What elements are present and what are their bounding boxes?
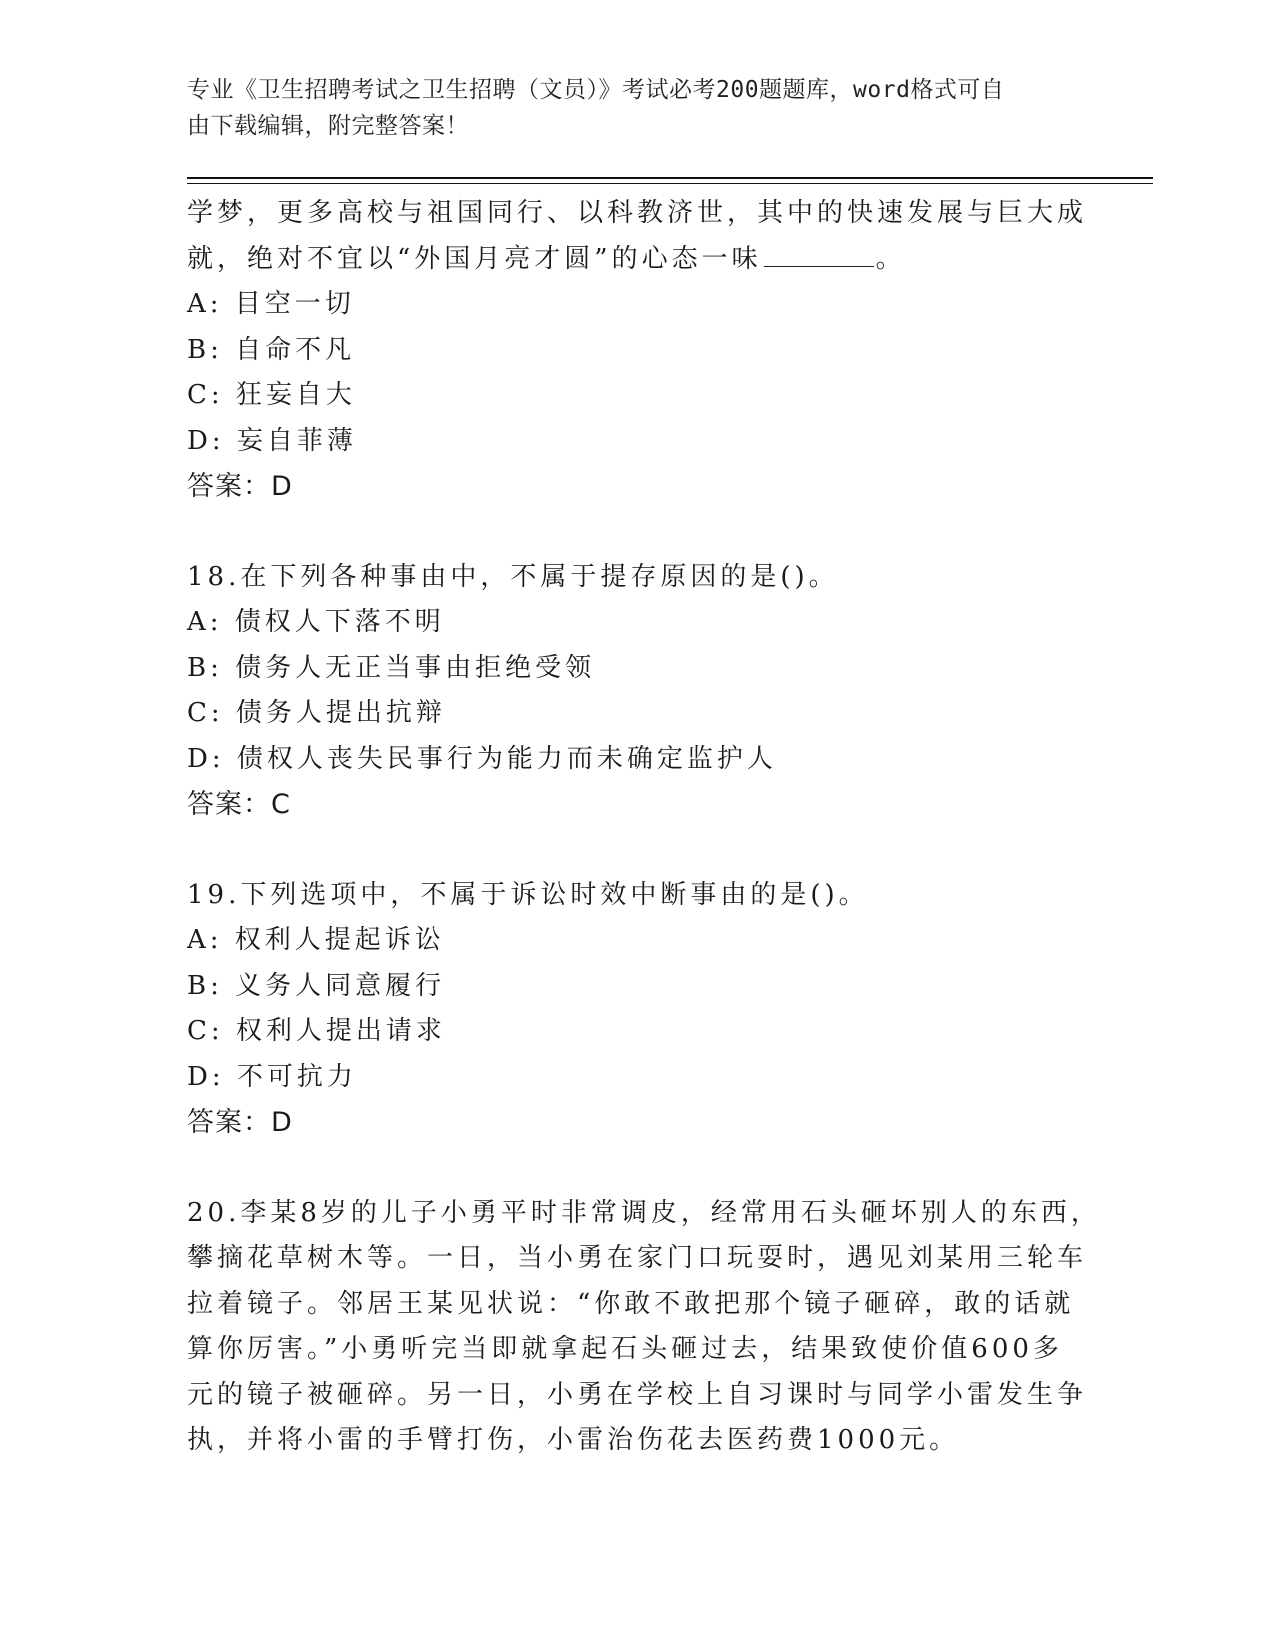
question-stem-line: 攀摘花草树木等。一日，当小勇在家门口玩耍时，遇见刘某用三轮车 bbox=[187, 1243, 1088, 1273]
question-stem-line: 20.李某8岁的儿子小勇平时非常调皮，经常用石头砸坏别人的东西， bbox=[187, 1197, 1101, 1228]
question-20 bbox=[187, 1191, 1101, 1464]
option-c: C: 权利人提出请求 bbox=[187, 1016, 446, 1046]
document-header bbox=[187, 72, 1067, 144]
stem-text: 。 bbox=[875, 243, 906, 274]
header-divider-thick bbox=[187, 177, 1153, 179]
question-17 bbox=[187, 191, 1088, 510]
spacer bbox=[187, 510, 1067, 555]
question-stem-line: 学梦，更多高校与祖国同行、以科教济世，其中的快速发展与巨大成 bbox=[187, 198, 1088, 228]
header-divider-thin bbox=[187, 183, 1153, 184]
header-line-1: 专业《卫生招聘考试之卫生招聘（文员）》考试必考200题题库，word格式可自 bbox=[187, 77, 1005, 103]
stem-text: 就，绝对不宜以“外国月亮才圆”的心态一味 bbox=[187, 243, 762, 274]
answer-label: 答案：C bbox=[187, 789, 291, 820]
question-19 bbox=[187, 873, 1067, 1146]
option-c: C: 狂妄自大 bbox=[187, 380, 356, 410]
question-stem-line: 算你厉害。”小勇听完当即就拿起石头砸过去，结果致使价值600多 bbox=[187, 1334, 1063, 1364]
question-stem-line bbox=[187, 237, 1067, 283]
option-d: D: 债权人丧失民事行为能力而未确定监护人 bbox=[187, 743, 777, 774]
spacer bbox=[187, 828, 1067, 873]
option-d: D: 不可抗力 bbox=[187, 1061, 357, 1092]
question-stem: 19.下列选项中，不属于诉讼时效中断事由的是()。 bbox=[187, 879, 869, 910]
option-d: D: 妄自菲薄 bbox=[187, 425, 357, 456]
option-a: A: 目空一切 bbox=[187, 289, 355, 319]
question-stem-line: 元的镜子被砸碎。另一日，小勇在学校上自习课时与同学小雷发生争 bbox=[187, 1379, 1088, 1410]
question-stem-line: 拉着镜子。邻居王某见状说：“你敢不敢把那个镜子砸碎，敢的话就 bbox=[187, 1288, 1075, 1319]
question-content bbox=[187, 191, 1101, 1464]
option-b: B: 债务人无正当事由拒绝受领 bbox=[187, 652, 596, 683]
option-c: C: 债务人提出抗辩 bbox=[187, 698, 446, 728]
fill-in-blank bbox=[764, 244, 874, 267]
header-line-2: 由下载编辑，附完整答案！ bbox=[187, 113, 469, 139]
spacer bbox=[187, 1146, 1067, 1191]
option-a: A: 权利人提起诉讼 bbox=[187, 925, 445, 955]
answer-label: 答案：D bbox=[187, 471, 293, 502]
option-b: B: 自命不凡 bbox=[187, 334, 356, 365]
question-stem: 18.在下列各种事由中，不属于提存原因的是()。 bbox=[187, 561, 839, 592]
question-stem-line: 执，并将小雷的手臂打伤，小雷治伤花去医药费1000元。 bbox=[187, 1425, 960, 1455]
answer-label: 答案：D bbox=[187, 1107, 293, 1138]
question-18 bbox=[187, 555, 1067, 828]
option-b: B: 义务人同意履行 bbox=[187, 970, 446, 1001]
option-a: A: 债权人下落不明 bbox=[187, 607, 445, 637]
